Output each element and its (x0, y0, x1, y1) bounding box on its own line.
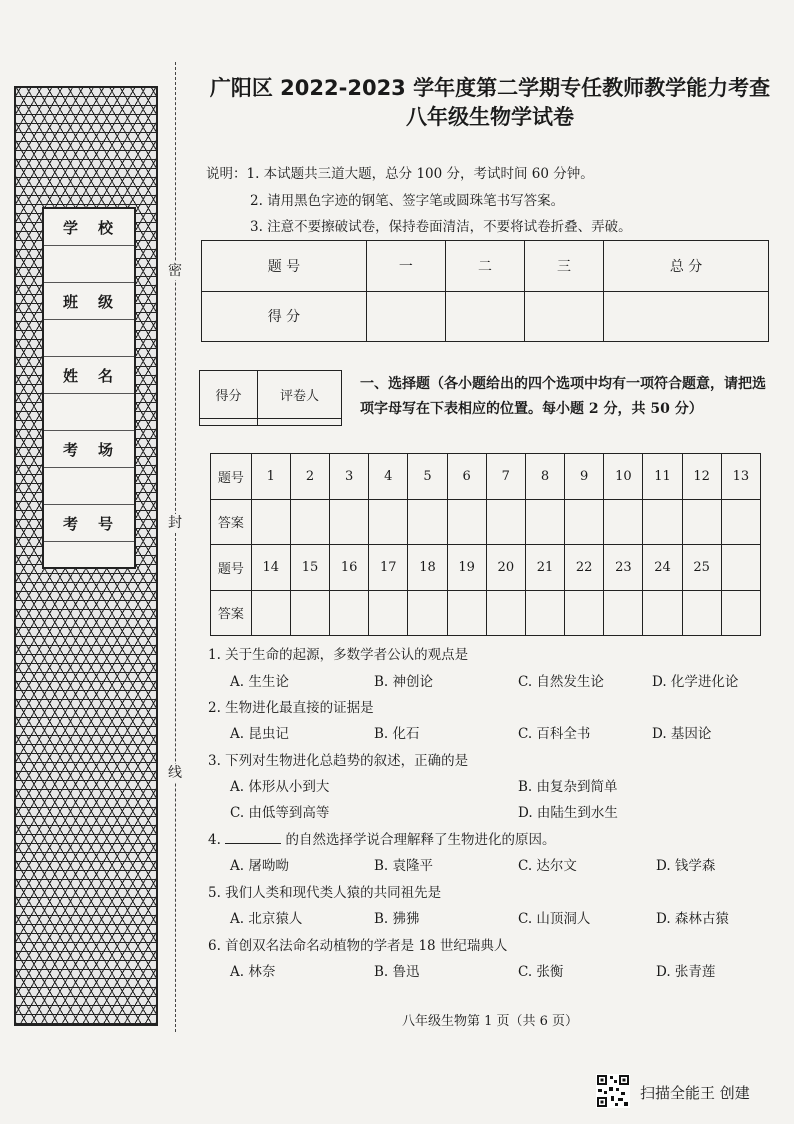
answer-row-1 (211, 499, 761, 545)
answer-cell[interactable] (290, 590, 329, 636)
exam-room-label: 考场 (44, 431, 134, 468)
score-cell[interactable] (604, 291, 769, 342)
answer-cell[interactable] (251, 499, 290, 545)
question-number: 19 (447, 545, 486, 591)
question-4-blank[interactable] (225, 831, 281, 844)
answer-cell[interactable] (408, 499, 447, 545)
question-number: 13 (721, 454, 760, 500)
question-5-option-a[interactable]: A. 北京猿人 (230, 911, 303, 927)
answer-cell[interactable] (721, 590, 760, 636)
question-4-option-b[interactable]: B. 袁隆平 (374, 858, 434, 874)
question-number: 6 (447, 454, 486, 500)
question-5-stem: 5. 我们人类和现代类人猿的共同祖先是 (208, 885, 442, 901)
exam-subtitle: 八年级生物学试卷 (406, 105, 574, 129)
answer-cell[interactable] (330, 499, 369, 545)
question-5-option-b[interactable]: B. 狒狒 (374, 911, 420, 927)
question-1-option-a[interactable]: A. 生生论 (230, 674, 289, 690)
exam-title: 广阳区 2022-2023 学年度第二学期专任教师教学能力考查 (209, 76, 771, 100)
grader-table (199, 370, 342, 426)
scanner-watermark: 扫描全能王 创建 (640, 1084, 750, 1102)
answer-cell[interactable] (682, 499, 721, 545)
student-info-box (42, 207, 136, 569)
question-6-option-d[interactable]: D. 张青莲 (656, 964, 716, 980)
score-cell[interactable] (525, 291, 604, 342)
instruction-1: 说明：1. 本试题共三道大题，总分 100 分，考试时间 60 分钟。 (206, 166, 594, 182)
question-number: 23 (604, 545, 643, 591)
question-2-stem: 2. 生物进化最直接的证据是 (208, 700, 374, 716)
question-4-stem (208, 828, 555, 848)
seal-char-mi: 密 (168, 263, 182, 279)
seal-line (175, 62, 176, 1032)
grader-name-label: 评卷人 (258, 371, 342, 419)
instruction-3: 3. 注意不要擦破试卷，保持卷面清洁，不要将试卷折叠、弄破。 (250, 219, 632, 235)
exam-number-label: 考号 (44, 505, 134, 542)
question-number: 7 (486, 454, 525, 500)
class-field[interactable] (44, 320, 134, 357)
grader-score-cell[interactable] (200, 419, 258, 426)
score-header-cell: 总 分 (604, 241, 769, 292)
question-5-option-d[interactable]: D. 森林古猿 (656, 911, 729, 927)
question-number: 8 (525, 454, 564, 500)
answer-label: 答案 (211, 590, 252, 636)
question-number: 17 (369, 545, 408, 591)
answer-cell[interactable] (565, 499, 604, 545)
answer-cell[interactable] (251, 590, 290, 636)
question-number: 2 (290, 454, 329, 500)
num-label: 题号 (211, 454, 252, 500)
question-number: 16 (330, 545, 369, 591)
question-6-option-c[interactable]: C. 张衡 (518, 964, 564, 980)
answer-cell[interactable] (330, 590, 369, 636)
question-number: 24 (643, 545, 682, 591)
question-3-option-a[interactable]: A. 体形从小到大 (230, 779, 330, 795)
question-number: 20 (486, 545, 525, 591)
answer-cell[interactable] (604, 499, 643, 545)
score-header-cell: 二 (445, 241, 524, 292)
answer-cell[interactable] (447, 590, 486, 636)
question-number: 3 (330, 454, 369, 500)
score-cell[interactable] (445, 291, 524, 342)
answer-cell[interactable] (290, 499, 329, 545)
question-number: 5 (408, 454, 447, 500)
question-3-stem: 3. 下列对生物进化总趋势的叙述，正确的是 (208, 753, 469, 769)
answer-num-row-1 (211, 454, 761, 500)
score-value-row (202, 291, 769, 342)
question-4-text: 的自然选择学说合理解释了生物进化的原因。 (285, 832, 556, 848)
score-table (201, 240, 769, 342)
answer-cell[interactable] (486, 499, 525, 545)
question-4-option-c[interactable]: C. 达尔文 (518, 858, 577, 874)
question-2-option-c[interactable]: C. 百科全书 (518, 726, 591, 742)
question-number: 22 (565, 545, 604, 591)
answer-cell[interactable] (447, 499, 486, 545)
score-header-row (202, 241, 769, 292)
answer-table (210, 453, 761, 636)
question-number: 4 (369, 454, 408, 500)
answer-cell[interactable] (682, 590, 721, 636)
school-label: 学校 (44, 209, 134, 246)
answer-cell[interactable] (643, 499, 682, 545)
instruction-2: 2. 请用黑色字迹的钢笔、签字笔或圆珠笔书写答案。 (250, 193, 565, 209)
question-number: 11 (643, 454, 682, 500)
question-number: 15 (290, 545, 329, 591)
page-footer: 八年级生物第 1 页（共 6 页） (401, 1014, 579, 1029)
section-1-heading: 一、选择题（各小题给出的四个选项中均有一项符合题意，请把选项字母写在下表相应的位置。每小题 2 分，共 50 分） (360, 376, 766, 417)
exam-number-field[interactable] (44, 542, 134, 579)
question-5-option-c[interactable]: C. 山顶洞人 (518, 911, 591, 927)
question-number: 18 (408, 545, 447, 591)
question-number: 14 (251, 545, 290, 591)
class-label: 班级 (44, 283, 134, 320)
score-header-cell: 一 (366, 241, 445, 292)
answer-cell[interactable] (721, 499, 760, 545)
seal-char-feng: 封 (168, 515, 182, 531)
score-header-cell: 题 号 (202, 241, 367, 292)
qr-code-icon (596, 1074, 630, 1108)
question-2-option-a[interactable]: A. 昆虫记 (230, 726, 289, 742)
answer-cell[interactable] (565, 590, 604, 636)
question-1-stem: 1. 关于生命的起源，多数学者公认的观点是 (208, 647, 469, 663)
question-3-option-b[interactable]: B. 由复杂到简单 (518, 779, 618, 795)
answer-cell[interactable] (486, 590, 525, 636)
answer-cell[interactable] (369, 499, 408, 545)
answer-cell[interactable] (604, 590, 643, 636)
question-2-option-b[interactable]: B. 化石 (374, 726, 420, 742)
answer-cell[interactable] (525, 499, 564, 545)
question-number: 12 (682, 454, 721, 500)
question-1-option-d[interactable]: D. 化学进化论 (652, 674, 739, 690)
question-number: 9 (565, 454, 604, 500)
school-field[interactable] (44, 246, 134, 283)
answer-cell[interactable] (525, 590, 564, 636)
score-header-cell: 三 (525, 241, 604, 292)
question-number: 21 (525, 545, 564, 591)
question-number: 10 (604, 454, 643, 500)
question-6-option-b[interactable]: B. 鲁迅 (374, 964, 420, 980)
question-3-option-c[interactable]: C. 由低等到高等 (230, 805, 330, 821)
question-1-option-c[interactable]: C. 自然发生论 (518, 674, 604, 690)
score-row-label: 得 分 (202, 291, 367, 342)
grader-score-label: 得分 (200, 371, 258, 419)
answer-label: 答案 (211, 499, 252, 545)
grader-name-cell[interactable] (258, 419, 342, 426)
question-number: 25 (682, 545, 721, 591)
name-label: 姓名 (44, 357, 134, 394)
question-6-option-a[interactable]: A. 林奈 (230, 964, 276, 980)
question-number (721, 545, 760, 591)
question-6-stem: 6. 首创双名法命名动植物的学者是 18 世纪瑞典人 (208, 938, 508, 954)
answer-cell[interactable] (369, 590, 408, 636)
question-number: 1 (251, 454, 290, 500)
exam-room-field[interactable] (44, 468, 134, 505)
score-cell[interactable] (366, 291, 445, 342)
answer-cell[interactable] (408, 590, 447, 636)
name-field[interactable] (44, 394, 134, 431)
answer-cell[interactable] (643, 590, 682, 636)
answer-num-row-2 (211, 545, 761, 591)
question-4-option-a[interactable]: A. 屠呦呦 (230, 858, 289, 874)
question-2-option-d[interactable]: D. 基因论 (652, 726, 712, 742)
question-3-option-d[interactable]: D. 由陆生到水生 (518, 805, 618, 821)
num-label: 题号 (211, 545, 252, 591)
question-4-number: 4. (208, 832, 221, 848)
seal-char-xian: 线 (168, 765, 182, 781)
question-1-option-b[interactable]: B. 神创论 (374, 674, 434, 690)
answer-row-2 (211, 590, 761, 636)
question-4-option-d[interactable]: D. 钱学森 (656, 858, 716, 874)
